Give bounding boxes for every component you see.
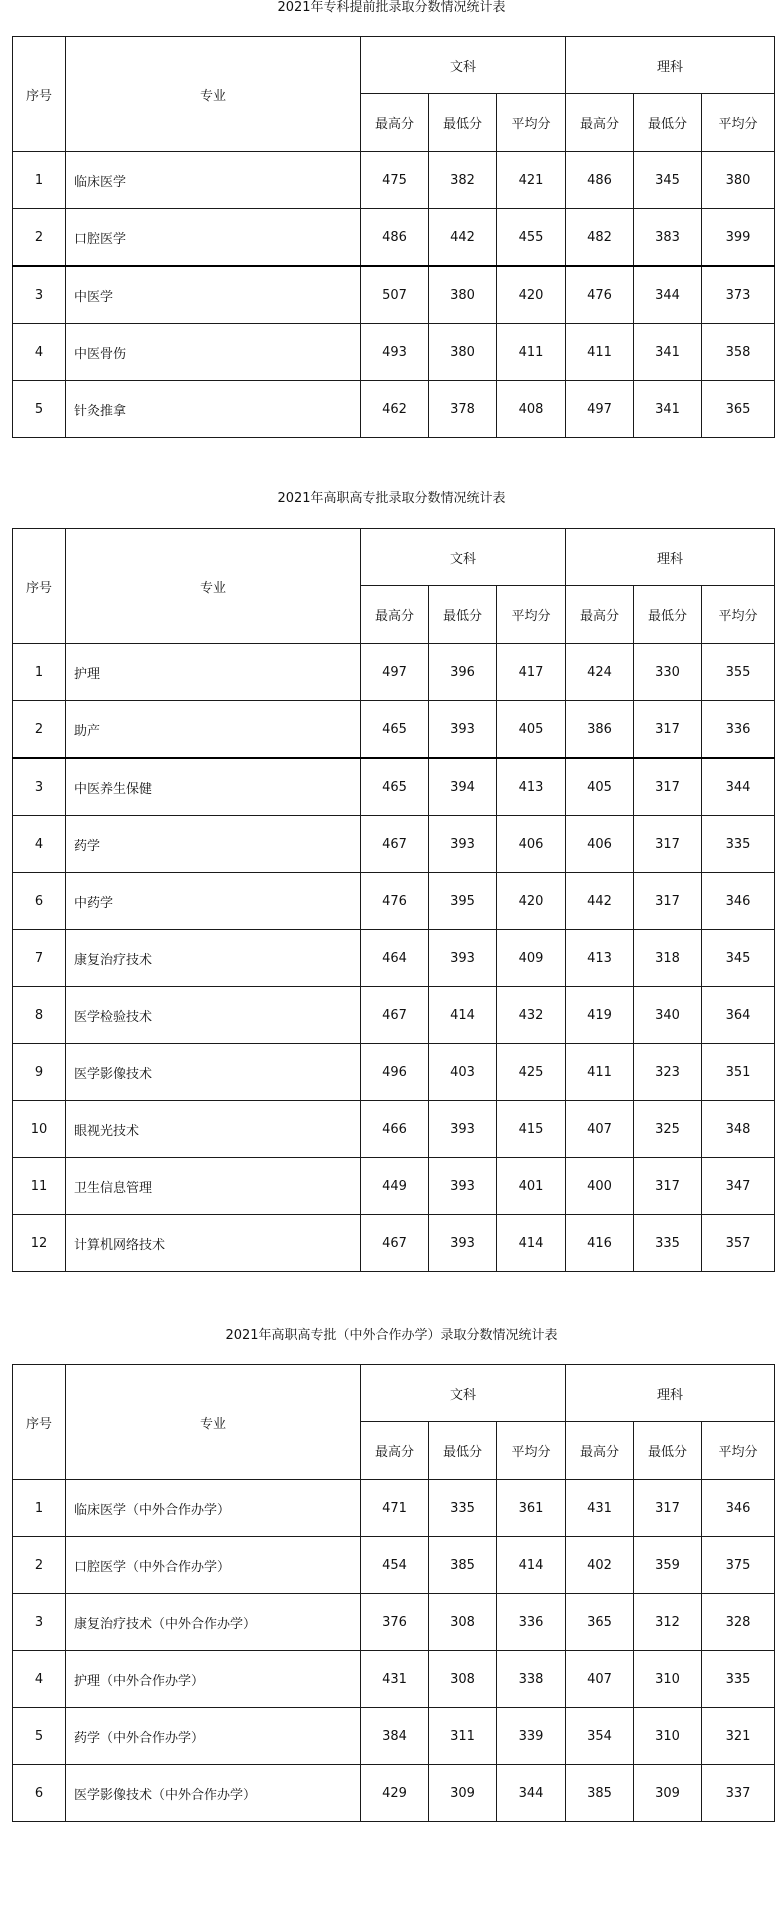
header-science: 理科 <box>566 37 775 94</box>
row-no-cell: 1 <box>13 644 66 701</box>
arts-min-cell: 308 <box>429 1594 497 1651</box>
row-major-cell: 针灸推拿 <box>66 381 361 438</box>
header-major: 专业 <box>66 37 361 152</box>
header-science-max: 最高分 <box>566 94 634 152</box>
row-no-cell: 9 <box>13 1044 66 1101</box>
header-arts-avg: 平均分 <box>497 94 566 152</box>
admission-table-vocational-batch <box>12 528 775 1272</box>
science-max-cell: 419 <box>566 987 634 1044</box>
science-min-cell: 310 <box>634 1708 702 1765</box>
table-row <box>13 1044 775 1101</box>
science-max-cell: 431 <box>566 1480 634 1537</box>
science-max-cell: 482 <box>566 209 634 267</box>
arts-min-cell: 396 <box>429 644 497 701</box>
science-min-cell: 310 <box>634 1651 702 1708</box>
header-arts-max: 最高分 <box>361 94 429 152</box>
arts-max-cell: 384 <box>361 1708 429 1765</box>
arts-max-cell: 454 <box>361 1537 429 1594</box>
header-science-avg: 平均分 <box>702 94 775 152</box>
science-max-cell: 385 <box>566 1765 634 1822</box>
science-max-cell: 386 <box>566 701 634 759</box>
header-arts-max: 最高分 <box>361 586 429 644</box>
table-row <box>13 1594 775 1651</box>
row-no-cell: 3 <box>13 266 66 324</box>
table-row <box>13 324 775 381</box>
row-no-cell: 5 <box>13 381 66 438</box>
science-min-cell: 317 <box>634 701 702 759</box>
header-major: 专业 <box>66 529 361 644</box>
arts-max-cell: 431 <box>361 1651 429 1708</box>
arts-min-cell: 309 <box>429 1765 497 1822</box>
science-min-cell: 317 <box>634 873 702 930</box>
arts-avg-cell: 408 <box>497 381 566 438</box>
row-no-cell: 4 <box>13 816 66 873</box>
science-avg-cell: 355 <box>702 644 775 701</box>
science-avg-cell: 328 <box>702 1594 775 1651</box>
science-min-cell: 340 <box>634 987 702 1044</box>
admission-table-sino-foreign-batch <box>12 1364 775 1822</box>
science-avg-cell: 365 <box>702 381 775 438</box>
science-max-cell: 405 <box>566 758 634 816</box>
table-body <box>13 1480 775 1822</box>
row-no-cell: 2 <box>13 701 66 759</box>
arts-min-cell: 385 <box>429 1537 497 1594</box>
table-row <box>13 209 775 267</box>
row-no-cell: 1 <box>13 1480 66 1537</box>
header-arts-avg: 平均分 <box>497 1422 566 1480</box>
header-major: 专业 <box>66 1365 361 1480</box>
science-min-cell: 317 <box>634 816 702 873</box>
arts-min-cell: 393 <box>429 1215 497 1272</box>
arts-max-cell: 467 <box>361 816 429 873</box>
arts-min-cell: 378 <box>429 381 497 438</box>
arts-avg-cell: 338 <box>497 1651 566 1708</box>
header-science-min: 最低分 <box>634 94 702 152</box>
science-avg-cell: 399 <box>702 209 775 267</box>
arts-avg-cell: 409 <box>497 930 566 987</box>
science-max-cell: 486 <box>566 152 634 209</box>
arts-min-cell: 394 <box>429 758 497 816</box>
science-min-cell: 312 <box>634 1594 702 1651</box>
science-avg-cell: 357 <box>702 1215 775 1272</box>
arts-avg-cell: 420 <box>497 266 566 324</box>
table-row <box>13 266 775 324</box>
header-science-min: 最低分 <box>634 586 702 644</box>
science-avg-cell: 335 <box>702 816 775 873</box>
row-major-cell: 眼视光技术 <box>66 1101 361 1158</box>
arts-min-cell: 380 <box>429 266 497 324</box>
row-no-cell: 7 <box>13 930 66 987</box>
arts-max-cell: 376 <box>361 1594 429 1651</box>
arts-max-cell: 466 <box>361 1101 429 1158</box>
science-max-cell: 400 <box>566 1158 634 1215</box>
arts-avg-cell: 421 <box>497 152 566 209</box>
header-science: 理科 <box>566 529 775 586</box>
table-2-title: 2021年高职高专批录取分数情况统计表 <box>277 491 506 506</box>
science-max-cell: 413 <box>566 930 634 987</box>
row-major-cell: 护理 <box>66 644 361 701</box>
row-major-cell: 临床医学 <box>66 152 361 209</box>
science-max-cell: 476 <box>566 266 634 324</box>
arts-min-cell: 395 <box>429 873 497 930</box>
row-major-cell: 中医骨伤 <box>66 324 361 381</box>
science-max-cell: 354 <box>566 1708 634 1765</box>
table-body <box>13 152 775 438</box>
arts-min-cell: 393 <box>429 1101 497 1158</box>
row-major-cell: 医学影像技术（中外合作办学） <box>66 1765 361 1822</box>
table-row <box>13 1158 775 1215</box>
science-avg-cell: 335 <box>702 1651 775 1708</box>
row-no-cell: 4 <box>13 1651 66 1708</box>
science-min-cell: 359 <box>634 1537 702 1594</box>
science-max-cell: 365 <box>566 1594 634 1651</box>
header-arts-min: 最低分 <box>429 586 497 644</box>
science-min-cell: 323 <box>634 1044 702 1101</box>
row-major-cell: 卫生信息管理 <box>66 1158 361 1215</box>
science-avg-cell: 321 <box>702 1708 775 1765</box>
arts-min-cell: 308 <box>429 1651 497 1708</box>
science-min-cell: 344 <box>634 266 702 324</box>
header-arts-min: 最低分 <box>429 94 497 152</box>
science-min-cell: 325 <box>634 1101 702 1158</box>
table-row <box>13 1215 775 1272</box>
row-no-cell: 11 <box>13 1158 66 1215</box>
row-major-cell: 药学（中外合作办学） <box>66 1708 361 1765</box>
table-row <box>13 701 775 759</box>
row-major-cell: 临床医学（中外合作办学） <box>66 1480 361 1537</box>
row-major-cell: 康复治疗技术 <box>66 930 361 987</box>
header-arts-min: 最低分 <box>429 1422 497 1480</box>
arts-avg-cell: 432 <box>497 987 566 1044</box>
table-row <box>13 930 775 987</box>
table-3-title: 2021年高职高专批（中外合作办学）录取分数情况统计表 <box>225 1328 558 1343</box>
header-science-max: 最高分 <box>566 1422 634 1480</box>
arts-avg-cell: 411 <box>497 324 566 381</box>
arts-avg-cell: 405 <box>497 701 566 759</box>
arts-avg-cell: 401 <box>497 1158 566 1215</box>
science-avg-cell: 344 <box>702 758 775 816</box>
row-major-cell: 护理（中外合作办学） <box>66 1651 361 1708</box>
arts-avg-cell: 361 <box>497 1480 566 1537</box>
science-max-cell: 424 <box>566 644 634 701</box>
arts-min-cell: 382 <box>429 152 497 209</box>
arts-avg-cell: 344 <box>497 1765 566 1822</box>
table-row <box>13 381 775 438</box>
arts-avg-cell: 414 <box>497 1537 566 1594</box>
science-min-cell: 317 <box>634 1158 702 1215</box>
arts-avg-cell: 414 <box>497 1215 566 1272</box>
science-min-cell: 345 <box>634 152 702 209</box>
table-row <box>13 1480 775 1537</box>
science-max-cell: 416 <box>566 1215 634 1272</box>
arts-max-cell: 475 <box>361 152 429 209</box>
row-major-cell: 医学影像技术 <box>66 1044 361 1101</box>
arts-max-cell: 471 <box>361 1480 429 1537</box>
table-row <box>13 1101 775 1158</box>
science-avg-cell: 337 <box>702 1765 775 1822</box>
science-min-cell: 318 <box>634 930 702 987</box>
arts-avg-cell: 415 <box>497 1101 566 1158</box>
row-major-cell: 康复治疗技术（中外合作办学） <box>66 1594 361 1651</box>
table-row <box>13 152 775 209</box>
science-max-cell: 407 <box>566 1651 634 1708</box>
header-arts: 文科 <box>361 37 566 94</box>
header-science: 理科 <box>566 1365 775 1422</box>
admission-table-early-batch <box>12 36 775 438</box>
science-min-cell: 330 <box>634 644 702 701</box>
header-no: 序号 <box>13 529 66 644</box>
table-row <box>13 1708 775 1765</box>
arts-avg-cell: 406 <box>497 816 566 873</box>
row-no-cell: 5 <box>13 1708 66 1765</box>
header-arts-avg: 平均分 <box>497 586 566 644</box>
table-row <box>13 1765 775 1822</box>
header-no: 序号 <box>13 37 66 152</box>
science-min-cell: 341 <box>634 324 702 381</box>
arts-max-cell: 507 <box>361 266 429 324</box>
arts-avg-cell: 336 <box>497 1594 566 1651</box>
science-min-cell: 317 <box>634 1480 702 1537</box>
science-avg-cell: 380 <box>702 152 775 209</box>
arts-avg-cell: 413 <box>497 758 566 816</box>
science-max-cell: 406 <box>566 816 634 873</box>
row-major-cell: 中医养生保健 <box>66 758 361 816</box>
arts-max-cell: 497 <box>361 644 429 701</box>
arts-min-cell: 414 <box>429 987 497 1044</box>
header-arts: 文科 <box>361 1365 566 1422</box>
arts-avg-cell: 455 <box>497 209 566 267</box>
arts-max-cell: 429 <box>361 1765 429 1822</box>
science-min-cell: 335 <box>634 1215 702 1272</box>
table-row <box>13 758 775 816</box>
science-max-cell: 407 <box>566 1101 634 1158</box>
row-no-cell: 8 <box>13 987 66 1044</box>
table-row <box>13 873 775 930</box>
row-major-cell: 计算机网络技术 <box>66 1215 361 1272</box>
table-body <box>13 644 775 1272</box>
arts-min-cell: 311 <box>429 1708 497 1765</box>
arts-avg-cell: 425 <box>497 1044 566 1101</box>
arts-min-cell: 393 <box>429 816 497 873</box>
arts-max-cell: 462 <box>361 381 429 438</box>
arts-max-cell: 493 <box>361 324 429 381</box>
science-avg-cell: 346 <box>702 1480 775 1537</box>
header-science-min: 最低分 <box>634 1422 702 1480</box>
science-avg-cell: 347 <box>702 1158 775 1215</box>
arts-min-cell: 403 <box>429 1044 497 1101</box>
table-row <box>13 1651 775 1708</box>
arts-avg-cell: 339 <box>497 1708 566 1765</box>
row-no-cell: 6 <box>13 873 66 930</box>
table-1-title: 2021年专科提前批录取分数情况统计表 <box>277 0 506 15</box>
science-min-cell: 383 <box>634 209 702 267</box>
arts-min-cell: 442 <box>429 209 497 267</box>
header-arts: 文科 <box>361 529 566 586</box>
row-no-cell: 2 <box>13 1537 66 1594</box>
science-min-cell: 341 <box>634 381 702 438</box>
arts-max-cell: 496 <box>361 1044 429 1101</box>
science-avg-cell: 345 <box>702 930 775 987</box>
science-min-cell: 317 <box>634 758 702 816</box>
arts-avg-cell: 417 <box>497 644 566 701</box>
table-row <box>13 644 775 701</box>
row-major-cell: 药学 <box>66 816 361 873</box>
row-no-cell: 6 <box>13 1765 66 1822</box>
table-row <box>13 816 775 873</box>
table-row <box>13 987 775 1044</box>
arts-max-cell: 467 <box>361 987 429 1044</box>
arts-max-cell: 476 <box>361 873 429 930</box>
science-max-cell: 402 <box>566 1537 634 1594</box>
arts-avg-cell: 420 <box>497 873 566 930</box>
arts-max-cell: 464 <box>361 930 429 987</box>
science-avg-cell: 351 <box>702 1044 775 1101</box>
header-science-max: 最高分 <box>566 586 634 644</box>
arts-min-cell: 393 <box>429 701 497 759</box>
science-max-cell: 411 <box>566 324 634 381</box>
science-min-cell: 309 <box>634 1765 702 1822</box>
arts-min-cell: 393 <box>429 1158 497 1215</box>
row-major-cell: 口腔医学（中外合作办学） <box>66 1537 361 1594</box>
row-no-cell: 3 <box>13 758 66 816</box>
header-no: 序号 <box>13 1365 66 1480</box>
arts-max-cell: 465 <box>361 758 429 816</box>
arts-min-cell: 393 <box>429 930 497 987</box>
arts-max-cell: 486 <box>361 209 429 267</box>
science-avg-cell: 373 <box>702 266 775 324</box>
science-max-cell: 442 <box>566 873 634 930</box>
row-no-cell: 12 <box>13 1215 66 1272</box>
header-science-avg: 平均分 <box>702 1422 775 1480</box>
row-major-cell: 口腔医学 <box>66 209 361 267</box>
science-avg-cell: 336 <box>702 701 775 759</box>
arts-min-cell: 380 <box>429 324 497 381</box>
science-avg-cell: 346 <box>702 873 775 930</box>
header-arts-max: 最高分 <box>361 1422 429 1480</box>
science-avg-cell: 375 <box>702 1537 775 1594</box>
science-avg-cell: 364 <box>702 987 775 1044</box>
science-max-cell: 411 <box>566 1044 634 1101</box>
science-avg-cell: 348 <box>702 1101 775 1158</box>
row-no-cell: 2 <box>13 209 66 267</box>
science-max-cell: 497 <box>566 381 634 438</box>
row-no-cell: 4 <box>13 324 66 381</box>
row-major-cell: 中药学 <box>66 873 361 930</box>
arts-max-cell: 467 <box>361 1215 429 1272</box>
science-avg-cell: 358 <box>702 324 775 381</box>
arts-max-cell: 449 <box>361 1158 429 1215</box>
row-major-cell: 助产 <box>66 701 361 759</box>
row-no-cell: 1 <box>13 152 66 209</box>
arts-min-cell: 335 <box>429 1480 497 1537</box>
row-no-cell: 3 <box>13 1594 66 1651</box>
row-no-cell: 10 <box>13 1101 66 1158</box>
row-major-cell: 中医学 <box>66 266 361 324</box>
table-row <box>13 1537 775 1594</box>
row-major-cell: 医学检验技术 <box>66 987 361 1044</box>
header-science-avg: 平均分 <box>702 586 775 644</box>
arts-max-cell: 465 <box>361 701 429 759</box>
